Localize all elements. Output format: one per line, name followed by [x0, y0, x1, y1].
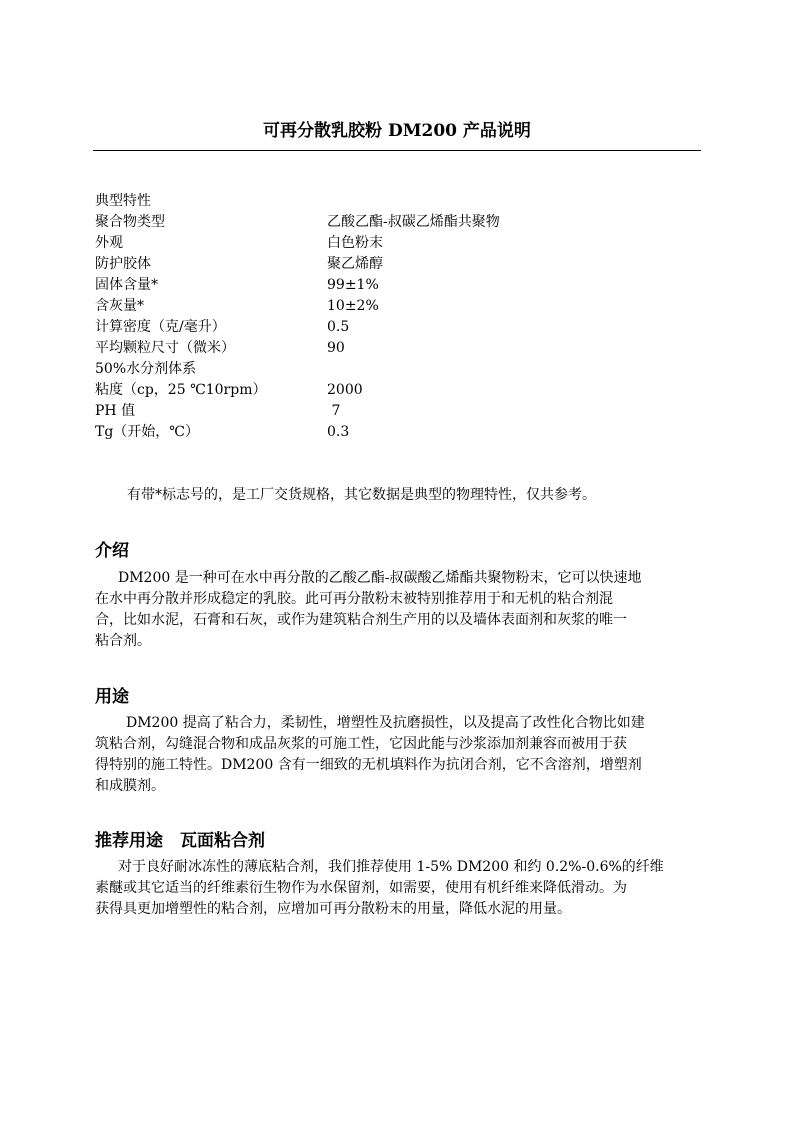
property-label: 计算密度（克/毫升）: [95, 319, 226, 335]
property-value: 99±1%: [327, 277, 379, 293]
property-value: 10±2%: [327, 298, 379, 314]
property-label: 粘度（cp，25 ℃10rpm）: [95, 382, 267, 398]
usage-paragraph: [95, 713, 705, 797]
paragraph-line: 获得具更加增塑性的粘合剂，应增加可再分散粉末的用量，降低水泥的用量。: [95, 901, 571, 917]
property-row: [95, 380, 500, 401]
property-value: 7: [327, 403, 341, 419]
property-label: 固体含量*: [95, 277, 158, 293]
paragraph-line: 合，比如水泥，石膏和石灰，或作为建筑粘合剂生产用的以及墙体表面剂和灰浆的唯一: [95, 612, 627, 628]
property-label: 含灰量*: [95, 298, 144, 314]
paragraph-line: 筑粘合剂，勾缝混合物和成品灰浆的可施工性，它因此能与沙浆添加剂兼容而被用于获: [95, 736, 627, 752]
property-label: 平均颗粒尺寸（微米）: [95, 340, 235, 356]
property-row: [95, 233, 500, 254]
property-row: [95, 359, 500, 380]
spec-footnote: 有带*标志号的，是工厂交货规格，其它数据是典型的物理特性，仅共参考。: [127, 487, 596, 503]
property-row: [95, 275, 500, 296]
property-value: 0.5: [327, 319, 350, 335]
paragraph-line: DM200 是一种可在水中再分散的乙酸乙酯-叔碳酸乙烯酯共聚物粉末，它可以快速地: [118, 570, 642, 586]
property-label: 聚合物类型: [95, 214, 165, 230]
paragraph-line: 素醚或其它适当的纤维素衍生物作为水保留剂，如需要，使用有机纤维来降低滑动。为: [95, 880, 627, 896]
property-label: Tg（开始，℃）: [95, 424, 199, 440]
recommended-paragraph: [95, 857, 705, 920]
paragraph-line: 对于良好耐冰冻性的薄底粘合剂，我们推荐使用 1-5% DM200 和约 0.2%-0.6%的纤维: [118, 859, 664, 875]
usage-heading: 用途: [95, 687, 129, 707]
property-label: 50%水分剂体系: [95, 361, 197, 377]
property-row: [95, 401, 500, 422]
paragraph-line: 粘合剂。: [95, 633, 151, 649]
property-label: PH 值: [95, 403, 136, 419]
property-row: [95, 338, 500, 359]
properties-table: [95, 191, 500, 443]
property-value: 0.3: [327, 424, 350, 440]
property-row: [95, 317, 500, 338]
property-label: 外观: [95, 235, 123, 251]
paragraph-line: 得特别的施工特性。DM200 含有一细致的无机填料作为抗闭合剂，它不含溶剂，增塑剂: [95, 757, 642, 773]
paragraph-line: 在水中再分散并形成稳定的乳胶。此可再分散粉末被特别推荐用于和无机的粘合剂混: [95, 591, 613, 607]
property-row: [95, 212, 500, 233]
property-value: 乙酸乙酯-叔碳乙烯酯共聚物: [327, 214, 500, 230]
property-label: 典型特性: [95, 193, 151, 209]
property-row: [95, 296, 500, 317]
paragraph-line: 和成膜剂。: [95, 778, 165, 794]
property-label: 防护胶体: [95, 256, 151, 272]
intro-paragraph: [95, 568, 705, 652]
property-value: 90: [327, 340, 345, 356]
property-row: [95, 191, 500, 212]
document-title: 可再分散乳胶粉 DM200 产品说明: [263, 121, 531, 141]
intro-heading: 介绍: [95, 541, 129, 561]
property-value: 2000: [327, 382, 363, 398]
property-row: [95, 254, 500, 275]
property-value: 聚乙烯醇: [327, 256, 383, 272]
recommended-heading: 推荐用途 瓦面粘合剂: [95, 831, 265, 851]
paragraph-line: DM200 提高了粘合力，柔韧性，增塑性及抗磨损性，以及提高了改性化合物比如建: [126, 715, 645, 731]
property-row: [95, 422, 500, 443]
property-value: 白色粉末: [327, 235, 383, 251]
title-divider: [93, 150, 701, 151]
